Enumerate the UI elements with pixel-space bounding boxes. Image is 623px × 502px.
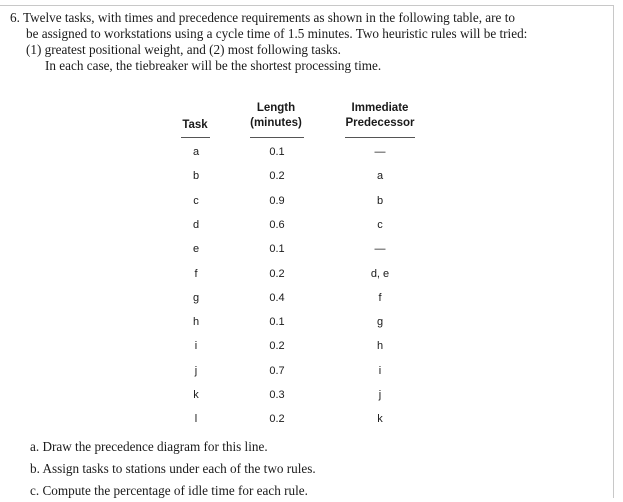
problem-number: 6. (10, 10, 20, 25)
table-cell-length: 0.3 (269, 389, 285, 401)
table-cell-task: k (193, 389, 199, 401)
table-cell-predecessor: i (378, 364, 382, 377)
question-c: c. Compute the percentage of idle time for each rule. (30, 483, 308, 498)
header-predecessor (335, 101, 425, 131)
table-cell-predecessor: f (378, 291, 382, 304)
table-cell-length: 0.1 (269, 316, 285, 329)
header-rule-task (181, 137, 210, 138)
header-pred-line2: Predecessor (345, 117, 415, 129)
header-pred-line1: Immediate (351, 102, 409, 114)
table-cell-predecessor: d, e (370, 267, 390, 280)
table-cell-task: a (192, 146, 200, 158)
problem-text-1: Twelve tasks, with times and precedence requirements as shown in the following table, are to (22, 10, 515, 25)
table-cell-length: 0.6 (269, 218, 285, 231)
table-cell-predecessor: h (376, 340, 384, 353)
table-cell-length: 0.4 (269, 291, 285, 304)
header-rule-predecessor (345, 137, 415, 138)
header-length-line1: Length (256, 102, 296, 114)
questions-list (30, 436, 316, 502)
table-cell-length: 0.2 (269, 170, 285, 183)
header-length (236, 101, 316, 131)
problem-line-4: In each case, the tiebreaker will be the shortest processing time. (45, 58, 382, 73)
table-cell-length: 0.1 (269, 243, 285, 256)
problem-line-2: be assigned to workstations using a cycle time of 1.5 minutes. Two heuristic rules will be tried: (26, 26, 528, 41)
table-cell-predecessor: c (377, 218, 383, 231)
header-task: Task (182, 119, 208, 131)
header-length-line2: (minutes) (250, 117, 302, 129)
table-cell-length: 0.7 (269, 364, 285, 377)
table-cell-task: g (192, 291, 200, 304)
table-cell-length: 0.2 (269, 413, 285, 426)
question-b: b. Assign tasks to stations under each of the two rules. (30, 461, 316, 476)
header-rule-length (250, 137, 304, 138)
table-cell-task: d (192, 218, 200, 231)
table-cell-predecessor: — (374, 146, 386, 158)
table-cell-predecessor: g (376, 316, 384, 329)
table-cell-length: 0.1 (269, 146, 285, 158)
table-cell-task: i (194, 340, 198, 353)
question-a: a. Draw the precedence diagram for this line. (30, 439, 268, 454)
table-cell-predecessor: a (376, 170, 384, 183)
table-cell-predecessor: — (374, 243, 386, 256)
table-cell-predecessor: b (376, 194, 384, 207)
table-cell-task: h (192, 316, 200, 329)
table-cell-predecessor: j (378, 389, 382, 401)
table-cell-task: f (194, 267, 198, 280)
table-cell-predecessor: k (377, 413, 383, 426)
table-cell-task: b (192, 170, 200, 183)
table-cell-task: e (192, 243, 200, 256)
table-cell-length: 0.2 (269, 340, 285, 353)
table-cell-task: c (193, 194, 199, 207)
problem-line-3: (1) greatest positional weight, and (2) most following tasks. (26, 42, 341, 57)
table-cell-length: 0.9 (269, 194, 285, 207)
table-cell-task: l (194, 413, 198, 426)
table-cell-length: 0.2 (269, 267, 285, 280)
table-cell-task: j (194, 364, 198, 377)
